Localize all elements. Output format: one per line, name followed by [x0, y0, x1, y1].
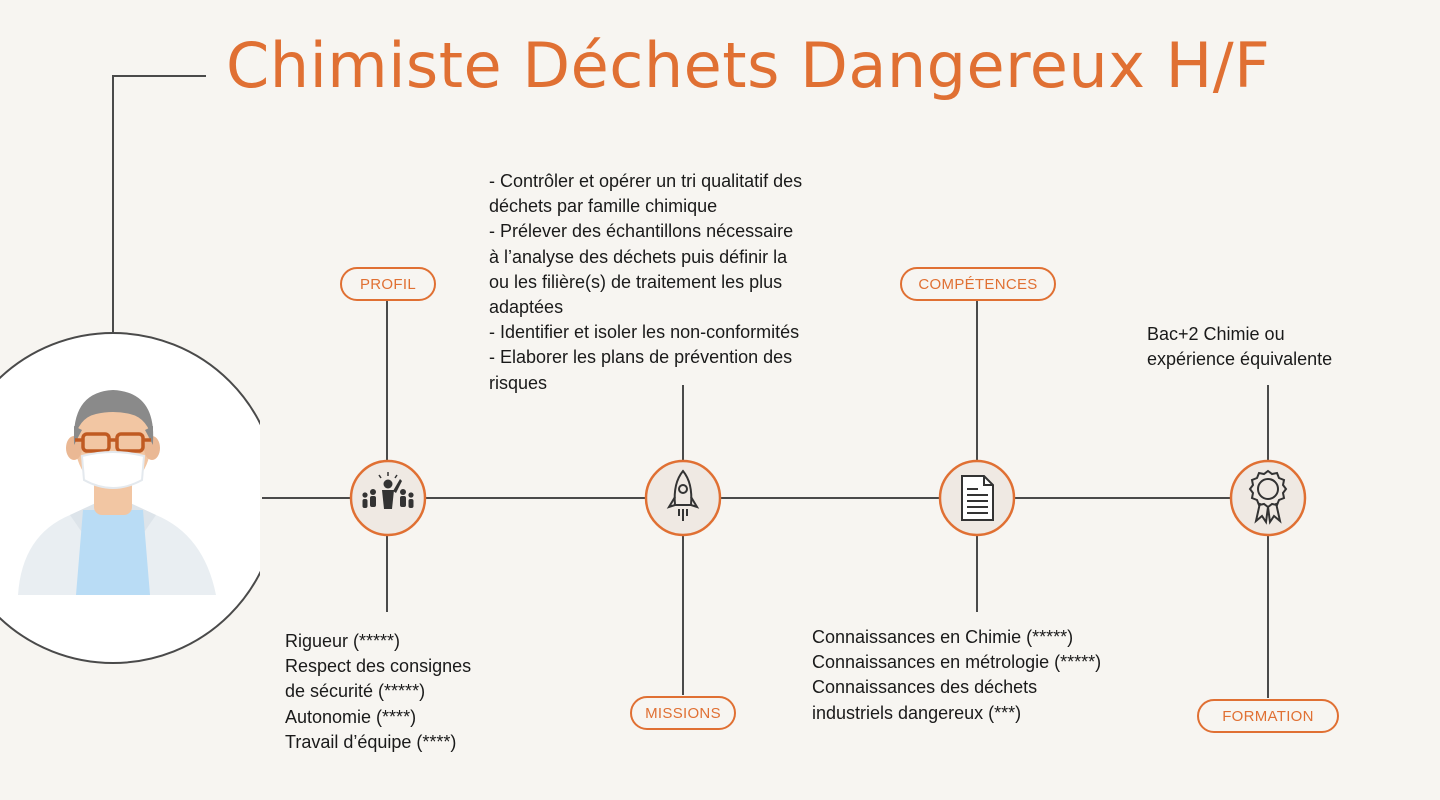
missions-label: MISSIONS	[630, 696, 736, 730]
title-connector	[113, 76, 206, 333]
profil-text: Rigueur (*****) Respect des consignes de sécurité (*****) Autonomie (****) Travail d’équipe (****)	[285, 631, 472, 752]
competences-label: COMPÉTENCES	[900, 267, 1056, 301]
chemist-avatar-icon	[0, 330, 260, 670]
formation-label: FORMATION	[1197, 699, 1339, 733]
page-title: Chimiste Déchets Dangereux H/F	[226, 29, 1271, 102]
missions-text: - Contrôler et opérer un tri qualitatif des déchets par famille chimique - Prélever des échantillons nécessaire à l’analyse des déchets puis définir la ou les filière(s) de traitement les plus adaptées - Identifier et isoler les non-conformités - Elaborer les plans de prévention des risques	[489, 171, 803, 393]
rocket-icon	[644, 459, 722, 537]
award-ribbon-icon	[1229, 459, 1307, 537]
competences-text: Connaissances en Chimie (*****) Connaissances en métrologie (*****) Connaissances des déchets industriels dangereux (***)	[812, 627, 1102, 723]
formation-text: Bac+2 Chimie ou expérience équivalente	[1147, 324, 1333, 370]
profil-label: PROFIL	[340, 267, 436, 301]
document-icon	[938, 459, 1016, 537]
team-leader-icon	[349, 459, 427, 537]
